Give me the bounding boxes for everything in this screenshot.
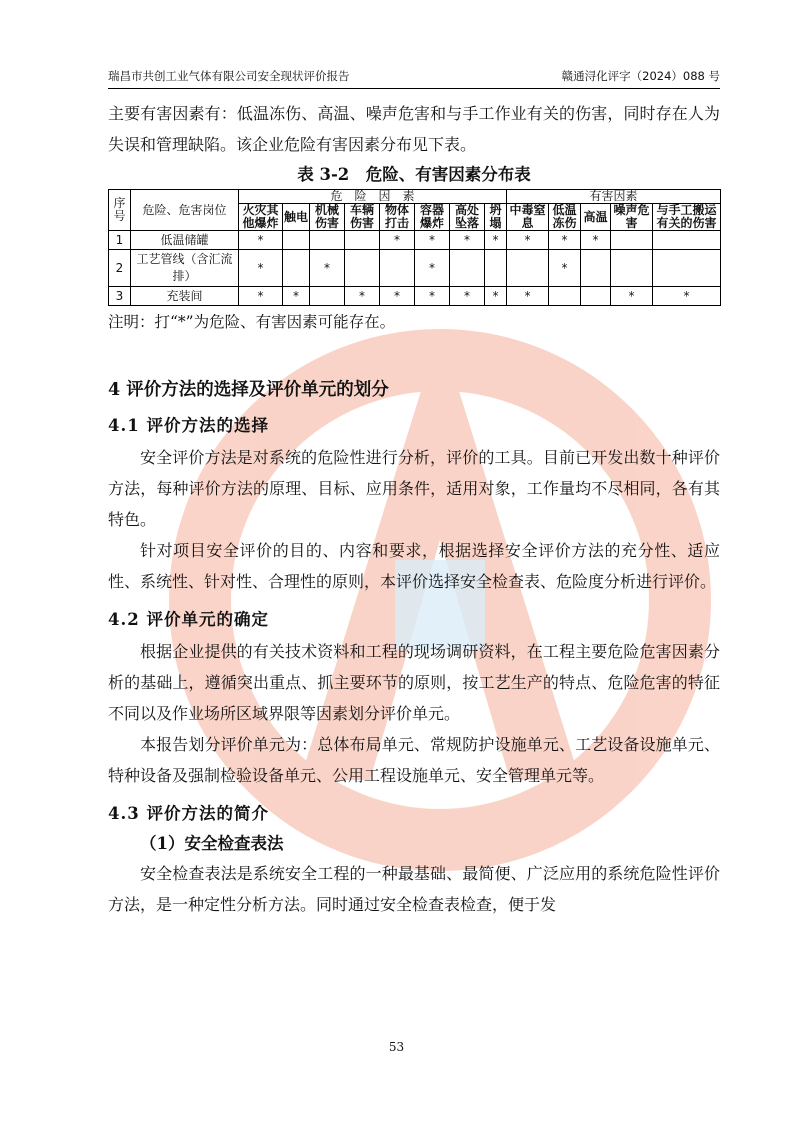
factor-mark-cell	[283, 231, 310, 250]
factor-mark-cell: *	[507, 287, 549, 306]
section-4-3-title: 4.3 评价方法的简介	[108, 804, 269, 823]
factor-mark-cell	[345, 231, 380, 250]
table-caption: 表 3-2 危险、有害因素分布表	[297, 165, 531, 184]
factor-mark-cell: *	[239, 231, 283, 250]
col-vehicle-injury: 车辆伤害	[345, 204, 380, 231]
row-number: 1	[109, 231, 131, 250]
factor-mark-cell: *	[310, 250, 345, 287]
col-collapse: 坍塌	[485, 204, 507, 231]
row-number: 2	[109, 250, 131, 287]
col-fall-from-height: 高处坠落	[450, 204, 485, 231]
col-mechanical-injury: 机械伤害	[310, 204, 345, 231]
section-4-3-paragraph-1: 安全检查表法是系统安全工程的一种最基础、最简便、广泛应用的系统危险性评价方法，是一种定性分析方法。同时通过安全检查表检查，便于发	[108, 864, 720, 914]
factor-mark-cell: *	[611, 287, 653, 306]
factor-mark-cell	[450, 250, 485, 287]
hazard-distribution-table	[108, 189, 721, 306]
intro-paragraph: 主要有害因素有：低温冻伤、高温、噪声危害和与手工作业有关的伤害，同时存在人为失误和管理缺陷。该企业危险有害因素分布见下表。	[108, 104, 720, 154]
table-row	[109, 287, 721, 306]
col-high-temperature: 高温	[581, 204, 611, 231]
row-post: 充装间	[131, 287, 239, 306]
factor-mark-cell: *	[450, 231, 485, 250]
col-fire-explosion: 火灾其他爆炸	[239, 204, 283, 231]
header-harm-group: 有害因素	[507, 190, 721, 204]
col-electric-shock: 触电	[283, 204, 310, 231]
factor-mark-cell	[310, 231, 345, 250]
header-report-title: 瑞昌市共创工业气体有限公司安全现状评价报告	[108, 69, 350, 83]
factor-mark-cell	[283, 250, 310, 287]
factor-mark-cell: *	[549, 250, 581, 287]
table-note: 注明：打“*”为危险、有害因素可能存在。	[108, 313, 396, 331]
factor-mark-cell: *	[581, 231, 611, 250]
col-manual-handling: 与手工搬运有关的伤害	[653, 204, 721, 231]
table-row	[109, 231, 721, 250]
section-4-2-paragraph-1: 根据企业提供的有关技术资料和工程的现场调研资料，在工程主要危险危害因素分析的基础上，遵循突出重点、抓主要环节的原则，按工艺生产的特点、危险危害的特征不同以及作业场所区域界限等因素划分评价单元。	[108, 642, 720, 723]
header-danger-group: 危 险 因 素	[239, 190, 507, 204]
section-4-2-title: 4.2 评价单元的确定	[108, 610, 269, 629]
factor-mark-cell: *	[283, 287, 310, 306]
section-4-title: 4 评价方法的选择及评价单元的划分	[108, 380, 389, 400]
header-no: 序号	[109, 190, 131, 231]
col-object-strike: 物体打击	[380, 204, 415, 231]
factor-mark-cell: *	[239, 250, 283, 287]
factor-mark-cell: *	[239, 287, 283, 306]
page-body	[108, 98, 720, 920]
factor-mark-cell	[611, 250, 653, 287]
factor-mark-cell: *	[345, 287, 380, 306]
section-4-1-paragraph-1: 安全评价方法是对系统的危险性进行分析，评价的工具。目前已开发出数十种评价方法，每种评价方法的原理、目标、应用条件，适用对象，工作量均不尽相同，各有其特色。	[108, 448, 720, 529]
table-row	[109, 250, 721, 287]
section-4-2-paragraph-2: 本报告划分评价单元为：总体布局单元、常规防护设施单元、工艺设备设施单元、特种设备及强制检验设备单元、公用工程设施单元、安全管理单元等。	[108, 735, 720, 785]
factor-mark-cell	[345, 250, 380, 287]
row-post: 工艺管线（含汇流排）	[131, 250, 239, 287]
factor-mark-cell	[310, 287, 345, 306]
col-frostbite: 低温冻伤	[549, 204, 581, 231]
factor-mark-cell: *	[415, 287, 450, 306]
factor-mark-cell: *	[415, 250, 450, 287]
factor-mark-cell: *	[507, 231, 549, 250]
section-4-1-title: 4.1 评价方法的选择	[108, 416, 269, 435]
factor-mark-cell	[485, 250, 507, 287]
factor-mark-cell	[653, 231, 721, 250]
factor-mark-cell: *	[380, 287, 415, 306]
page-number: 53	[388, 1040, 405, 1054]
col-vessel-explosion: 容器爆炸	[415, 204, 450, 231]
col-noise: 噪声危害	[611, 204, 653, 231]
factor-mark-cell	[549, 287, 581, 306]
factor-mark-cell	[611, 231, 653, 250]
factor-mark-cell: *	[653, 287, 721, 306]
row-post: 低温储罐	[131, 231, 239, 250]
header-divider	[108, 88, 720, 89]
factor-mark-cell	[380, 250, 415, 287]
col-poisoning: 中毒窒息	[507, 204, 549, 231]
section-4-1-paragraph-2: 针对项目安全评价的目的、内容和要求，根据选择安全评价方法的充分性、适应性、系统性、针对性、合理性的原则，本评价选择安全检查表、危险度分析进行评价。	[108, 541, 720, 591]
factor-mark-cell	[653, 250, 721, 287]
row-number: 3	[109, 287, 131, 306]
factor-mark-cell: *	[485, 287, 507, 306]
factor-mark-cell	[507, 250, 549, 287]
factor-mark-cell	[581, 287, 611, 306]
page-header	[108, 68, 720, 86]
header-post: 危险、危害岗位	[131, 190, 239, 231]
table-body	[109, 231, 721, 306]
factor-mark-cell: *	[450, 287, 485, 306]
factor-mark-cell: *	[485, 231, 507, 250]
factor-mark-cell: *	[549, 231, 581, 250]
factor-mark-cell: *	[415, 231, 450, 250]
header-report-number: 赣通浔化评字（2024）088 号	[561, 69, 720, 83]
factor-mark-cell	[581, 250, 611, 287]
section-4-3-subtitle: （1）安全检查表法	[140, 834, 284, 853]
factor-mark-cell: *	[380, 231, 415, 250]
